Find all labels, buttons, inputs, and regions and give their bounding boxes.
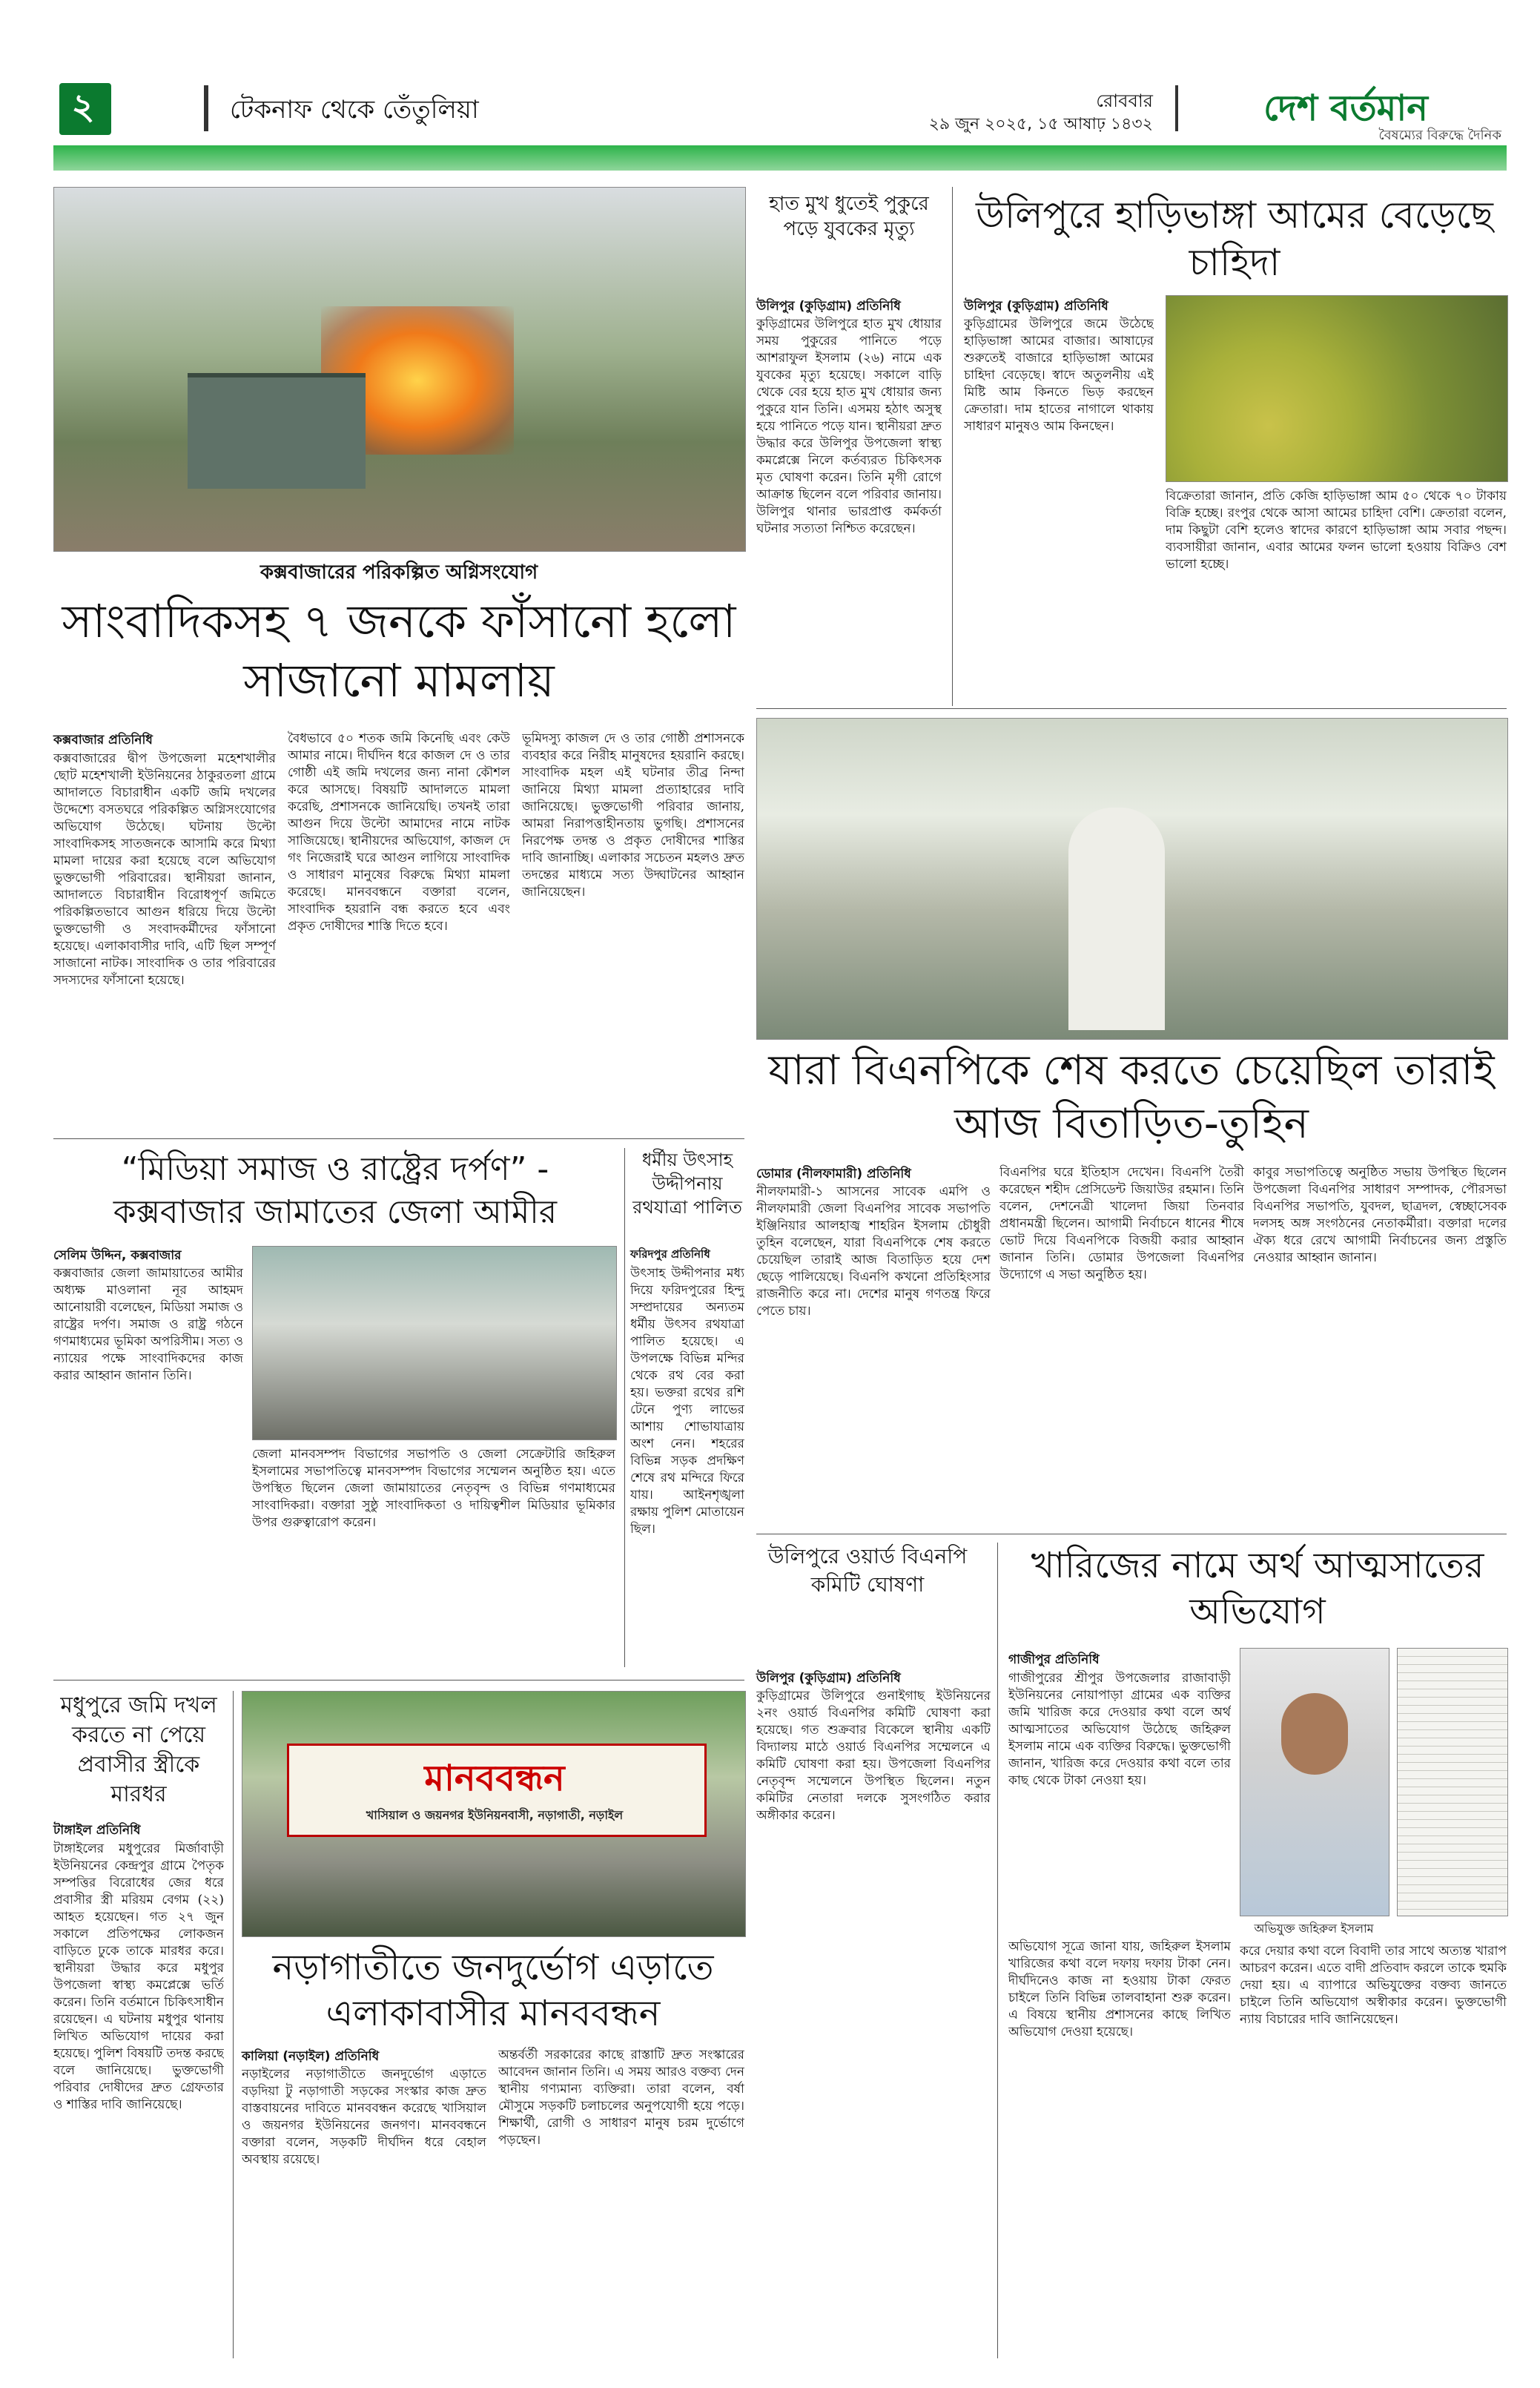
- ward-body: কুড়িগ্রামের উলিপুরে গুনাইগাছ ইউনিয়নের ২নং ওয়ার্ড বিএনপির কমিটি ঘোষণা করা হয়েছে। গত শুক্রবার বিকেলে স্থানীয় একটি বিদ্যালয় মাঠে ওয়ার্ড বিএনপির সম্মেলনে এ কমিটি ঘোষণা করা হয়। উপজেলা বিএনপির নেতৃবৃন্দ সম্মেলনে উপস্থিত ছিলেন। নতুন কমিটির নেতারা দলকে সুসংগঠিত করার অঙ্গীকার করেন।: [756, 1689, 991, 1823]
- drowning-headline: হাত মুখ ধুতেই পুকুরে পড়ে যুবকের মৃত্যু: [769, 193, 929, 240]
- protest-banner-subtitle: খাসিয়াল ও জয়নগর ইউনিয়নবাসী, নড়াগাতী, নড়াইল: [366, 1808, 624, 1822]
- section-rule: [756, 708, 1507, 709]
- issue-date: ২৯ জুন ২০২৫, ১৫ আষাঢ় ১৪৩২: [928, 115, 1153, 133]
- protest-banner-title: মানববন্ধন: [424, 1758, 565, 1799]
- kharij-body3: করে দেয়ার কথা বলে বিবাদী তার সাথে অত্যন্ত খারাপ আচরণ করেন। এতে বাদী প্রতিবাদ করলে তাকে হুমকি দেয়া হয়। এ ব্যাপারে অভিযুক্তের বক্তব্য জানতে চাইলে তিনি অভিযোগ অস্বীকার করেন। ভুক্তভোগী ন্যায় বিচারের দাবি জানিয়েছেন।: [1240, 1944, 1507, 2027]
- mango-photo: [1166, 295, 1508, 482]
- fire-photo: [53, 187, 746, 552]
- naragati-col2: অন্তর্বর্তী সরকারের কাছে রাস্তাটি দ্রুত সংস্কারের আবেদন জানান তিনি। এ সময় আরও বক্তব্য দেন স্থানীয় গণ্যমান্য ব্যক্তিরা। তারা বলেন, বর্ষা মৌসুমে সড়কটি চলাচলের অনুপযোগী হয়ে পড়ে। শিক্ষার্থী, রোগী ও সাধারণ মানুষ চরম দুর্ভোগে পড়ছেন।: [498, 2048, 744, 2148]
- protest-photo: [242, 1691, 746, 1937]
- media-byline: সেলিম উদ্দিন, কক্সবাজার: [53, 1248, 182, 1263]
- kharij-headline: খারিজের নামে অর্থ আত্মসাতের অভিযোগ: [1031, 1545, 1484, 1632]
- drowning-byline: উলিপুর (কুড়িগ্রাম) প্রতিনিধি: [756, 299, 901, 314]
- masthead-accent-bar: [53, 145, 1507, 171]
- meeting-photo: [252, 1246, 617, 1440]
- naragati-headline: নড়াগাতীতে জনদুর্ভোগ এড়াতে এলাকাবাসীর মানববন্ধন: [272, 1947, 714, 2034]
- accused-photo: [1240, 1648, 1389, 1916]
- column-rule: [233, 1691, 234, 2358]
- arson-col2: বৈধভাবে ৫০ শতক জমি কিনেছি এবং কেউ আমার নামে। দীর্ঘদিন ধরে কাজল দে ও তার গোষ্ঠী এই জমি দখলের জন্য নানা কৌশল করে আসছে। বিষয়টি আদালতে মামলা করেছি, প্রশাসনকে জানিয়েছি। তখনই তারা আগুন দিয়ে উল্টো আমাদের নামে নাটক সাজিয়েছে। স্থানীয়দের অভিযোগ, কাজল দে গং নিজেরাই ঘরে আগুন লাগিয়ে সাংবাদিক ও সাধারণ মানুষের বিরুদ্ধে মিথ্যা মামলা করেছে। মানববন্ধনে বক্তারা বলেন, সাংবাদিক হয়রানি বন্ধ করতে হবে এবং প্রকৃত দোষীদের শাস্তি দিতে হবে।: [288, 731, 510, 934]
- accused-face: [1281, 1693, 1348, 1775]
- media-headline: “মিডিয়া সমাজ ও রাষ্ট্রের দর্পণ” - কক্সবাজার জামাতের জেলা আমীর: [113, 1150, 558, 1231]
- column-rule: [624, 1148, 625, 1667]
- page-number: ২: [71, 86, 95, 128]
- speaker-figure: [1068, 808, 1165, 1030]
- kharij-body2: অভিযোগ সূত্রে জানা যায়, জহিরুল ইসলাম খারিজের কথা বলে দফায় দফায় টাকা নেন। দীর্ঘদিনেও কাজ না হওয়ায় টাকা ফেরত চাইলে তিনি বিভিন্ন তালবাহানা শুরু করেন। এ বিষয়ে স্থানীয় প্রশাসনের কাছে লিখিত অভিযোগ দেওয়া হয়েছে।: [1008, 1939, 1231, 2039]
- accused-caption: অভিযুক্ত জহিরুল ইসলাম: [1254, 1922, 1374, 1936]
- naragati-col1: নড়াইলের নড়াগাতীতে জনদুর্ভোগ এড়াতে বড়দিয়া টু নড়াগাতী সড়কের সংস্কার কাজ দ্রুত বাস্তবায়নের দাবিতে মানববন্ধন করেছে খাসিয়াল ও জয়নগর ইউনিয়নের জনগণ। মানববন্ধনে বক্তারা বলেন, সড়কটি দীর্ঘদিন ধরে বেহাল অবস্থায় রয়েছে।: [242, 2067, 486, 2167]
- column-rule: [952, 187, 953, 706]
- media-body1: কক্সবাজার জেলা জামায়াতের আমীর অধ্যক্ষ মাওলানা নূর আহমদ আনোয়ারী বলেছেন, মিডিয়া সমাজ ও রাষ্ট্রের দর্পণ। সমাজ ও রাষ্ট্র গঠনে গণমাধ্যমের ভূমিকা অপরিসীম। সত্য ও ন্যায়ের পক্ষে সাংবাদিকদের কাজ করার আহ্বান জানান তিনি।: [53, 1266, 243, 1383]
- bnp-byline: ডোমার (নীলফামারী) প্রতিনিধি: [756, 1167, 911, 1181]
- section-title: টেকনাফ থেকে তেঁতুলিয়া: [230, 95, 479, 125]
- ward-headline: উলিপুরে ওয়ার্ড বিএনপি কমিটি ঘোষণা: [767, 1544, 968, 1597]
- rally-photo: [756, 718, 1508, 1040]
- naragati-byline: কালিয়া (নড়াইল) প্রতিনিধি: [242, 2049, 380, 2064]
- bnp-headline: যারা বিএনপিকে শেষ করতে চেয়েছিল তারাই আজ বিতাড়িত-তুহিন: [768, 1046, 1495, 1148]
- mango-headline: উলিপুরে হাড়িভাঙ্গা আমের বেড়েছে চাহিদা: [976, 194, 1493, 284]
- bnp-col1: নীলফামারী-১ আসনের সাবেক এমপি ও নীলফামারী জেলা বিএনপির সাবেক সভাপতি ইঞ্জিনিয়ার আলহাজ্ব শাহরিন ইসলাম চৌধুরী তুহিন বলেছেন, যারা বিএনপিকে শেষ করতে চেয়েছিল তারাই আজ বিতাড়িত হয়ে দেশ ছেড়ে পালিয়েছে। বিএনপি কখনো প্রতিহিংসার রাজনীতি করে না। দেশের মানুষ গণতন্ত্র ফিরে পেতে চায়।: [756, 1184, 991, 1319]
- arson-byline: কক্সবাজার প্রতিনিধি: [53, 733, 153, 748]
- column-rule: [997, 1543, 998, 2358]
- masthead-divider-right: [1175, 85, 1178, 131]
- ward-byline: উলিপুর (কুড়িগ্রাম) প্রতিনিধি: [756, 1671, 901, 1686]
- media-body2: জেলা মানবসম্পদ বিভাগের সভাপতি ও জেলা সেক্রেটারি জহিরুল ইসলামের সভাপতিত্বে মানবসম্পদ বিভাগের সম্মেলন অনুষ্ঠিত হয়। এতে উপস্থিত ছিলেন জেলা জামায়াতের নেতৃবৃন্দ ও বিভিন্ন গণমাধ্যমের সাংবাদিকরা। বক্তারা সুষ্ঠু সাংবাদিকতা ও দায়িত্বশীল মিডিয়ার ভূমিকার উপর গুরুত্বারোপ করেন।: [252, 1447, 615, 1530]
- kharij-body1: গাজীপুরের শ্রীপুর উপজেলার রাজাবাড়ী ইউনিয়নের নোয়াপাড়া গ্রামের এক ব্যক্তির জমি খারিজ করে দেওয়ার কথা বলে অর্থ আত্মসাতের অভিযোগ উঠেছে জহিরুল ইসলাম নামে এক ব্যক্তির বিরুদ্ধে। ভুক্তভোগী জানান, খারিজ করে দেওয়ার কথা বলে তার কাছ থেকে টাকা নেওয়া হয়।: [1008, 1671, 1231, 1788]
- issue-day: রোববার: [1096, 90, 1153, 111]
- paper-tagline: বৈষম্যের বিরুদ্ধে দৈনিক: [1378, 128, 1501, 143]
- mango-body1: কুড়িগ্রামের উলিপুরে জমে উঠেছে হাড়িভাঙ্গা আমের বাজার। আষাঢ়ের শুরুতেই বাজারে হাড়িভাঙ্গা আমের চাহিদা বেড়েছে। স্বাদে অতুলনীয় এই মিষ্টি আম কিনতে ভিড় করছেন ক্রেতারা। দাম হাতের নাগালে থাকায় সাধারণ মানুষও আম কিনছেন।: [964, 317, 1154, 434]
- mango-byline: উলিপুর (কুড়িগ্রাম) প্রতিনিধি: [964, 299, 1108, 314]
- arson-kicker: কক্সবাজারের পরিকল্পিত অগ্নিসংযোগ: [260, 561, 538, 584]
- paper-logo: দেশ বর্তমান: [1263, 88, 1428, 129]
- arson-col3: ভূমিদস্যু কাজল দে ও তার গোষ্ঠী প্রশাসনকে ব্যবহার করে নিরীহ মানুষদের হয়রানি করছে। সাংবাদিক মহল এই ঘটনার তীব্র নিন্দা জানিয়ে মিথ্যা মামলা প্রত্যাহারের দাবি জানিয়েছে। ভুক্তভোগী পরিবার জানায়, আমরা নিরাপত্তাহীনতায় ভুগছি। প্রশাসনের নিরপেক্ষ তদন্ত ও প্রকৃত দোষীদের শাস্তির দাবি জানাচ্ছি। এলাকার সচেতন মহলও দ্রুত তদন্তের মাধ্যমে সত্য উদ্ঘাটনের আহ্বান জানিয়েছেন।: [522, 731, 744, 900]
- masthead: [0, 0, 1540, 178]
- masthead-divider: [204, 85, 208, 131]
- rath-byline: ফরিদপুর প্রতিনিধি: [630, 1247, 710, 1261]
- rath-body: উৎসাহ উদ্দীপনার মধ্য দিয়ে ফরিদপুরের হিন্দু সম্প্রদায়ের অন্যতম ধর্মীয় উৎসব রথযাত্রা পালিত হয়েছে। এ উপলক্ষে বিভিন্ন মন্দির থেকে রথ বের করা হয়। ভক্তরা রথের রশি টেনে পুণ্য লাভের আশায় শোভাযাত্রায় অংশ নেন। শহরের বিভিন্ন সড়ক প্রদক্ষিণ শেষে রথ মন্দিরে ফিরে যায়। আইনশৃঙ্খলা রক্ষায় পুলিশ মোতায়েন ছিল।: [630, 1266, 744, 1537]
- madhupur-body: টাঙ্গাইলের মধুপুরের মির্জাবাড়ী ইউনিয়নের কেন্দ্রপুর গ্রামে পৈতৃক সম্পত্তির বিরোধের জের ধরে প্রবাসীর স্ত্রী মরিয়ম বেগম (২২) আহত হয়েছেন। গত ২৭ জুন সকালে প্রতিপক্ষের লোকজন বাড়িতে ঢুকে তাকে মারধর করে। স্থানীয়রা উদ্ধার করে মধুপুর উপজেলা স্বাস্থ্য কমপ্লেক্সে ভর্তি করেন। তিনি বর্তমানে চিকিৎসাধীন রয়েছেন। এ ঘটনায় মধুপুর থানায় লিখিত অভিযোগ দায়ের করা হয়েছে। পুলিশ বিষয়টি তদন্ত করছে বলে জানিয়েছে। ভুক্তভোগী পরিবার দোষীদের দ্রুত গ্রেফতার ও শাস্তির দাবি জানিয়েছে।: [53, 1841, 224, 2112]
- madhupur-headline: মধুপুরে জমি দখল করতে না পেয়ে প্রবাসীর স্ত্রীকে মারধর: [60, 1692, 217, 1807]
- section-rule-left: [53, 1138, 744, 1139]
- document-photo: [1397, 1648, 1508, 1916]
- kharij-byline: গাজীপুর প্রতিনিধি: [1008, 1652, 1100, 1667]
- rath-headline: ধর্মীয় উৎসাহ উদ্দীপনায় রথযাত্রা পালিত: [632, 1150, 742, 1218]
- bnp-col2: বিএনপির ঘরে ইতিহাস দেখেন। বিএনপি তৈরী করেছেন শহীদ প্রেসিডেন্ট জিয়াউর রহমান। তিনি বলেন, দেশনেত্রী খালেদা জিয়া তিনবার প্রধানমন্ত্রী ছিলেন। আগামী নির্বাচনে ধানের শীষে ভোট দিয়ে বিএনপিকে বিজয়ী করার আহ্বান জানান তিনি। ডোমার উপজেলা বিএনপির উদ্যোগে এ সভা অনুষ্ঠিত হয়।: [999, 1165, 1244, 1282]
- mango-body2: বিক্রেতারা জানান, প্রতি কেজি হাড়িভাঙ্গা আম ৫০ থেকে ৭০ টাকায় বিক্রি হচ্ছে। রংপুর থেকে আসা আমের চাহিদা বেশি। ক্রেতারা বলেন, দাম কিছুটা বেশি হলেও স্বাদের কারণে হাড়িভাঙ্গা আম সবার পছন্দ। ব্যবসায়ীরা জানান, এবার আমের ফলন ভালো হওয়ায় বিক্রিও বেশ ভালো হচ্ছে।: [1166, 489, 1507, 572]
- drowning-body: কুড়িগ্রামের উলিপুরে হাত মুখ ধোয়ার সময় পুকুরের পানিতে পড়ে আশরাফুল ইসলাম (২৬) নামে এক যুবকের মৃত্যু হয়েছে। সকালে বাড়ি থেকে বের হয়ে হাত মুখ ধোয়ার জন্য পুকুরে যান তিনি। এসময় হঠাৎ অসুস্থ হয়ে পানিতে পড়ে যান। স্থানীয়রা দ্রুত উদ্ধার করে উলিপুর উপজেলা স্বাস্থ্য কমপ্লেক্সে নিলে কর্তব্যরত চিকিৎসক মৃত ঘোষণা করেন। তিনি মৃগী রোগে আক্রান্ত ছিলেন বলে পরিবার জানায়। উলিপুর থানার ভারপ্রাপ্ত কর্মকর্তা ঘটনার সত্যতা নিশ্চিত করেছেন।: [756, 317, 942, 536]
- arson-col1: কক্সবাজারের দ্বীপ উপজেলা মহেশখালীর ছোট মহেশখালী ইউনিয়নের ঠাকুরতলা গ্রামে আদালতে বিচারাধীন একটি জমি দখলের উদ্দেশ্যে বসতঘরে পরিকল্পিত অগ্নিসংযোগের অভিযোগ উঠেছে। ঘটনায় উল্টো সাংবাদিকসহ সাতজনকে আসামি করে মিথ্যা মামলা দায়ের করা হয়েছে বলে অভিযোগ ভুক্তভোগী পরিবারের। স্থানীয়রা জানান, আদালতে বিচারাধীন বিরোধপূর্ণ জমিতে পরিকল্পিতভাবে আগুন ধরিয়ে দিয়ে উল্টো ভুক্তভোগী ও সংবাদকর্মীদের ফাঁসানো হয়েছে। এলাকাবাসীর দাবি, এটি ছিল সম্পূর্ণ সাজানো নাটক। সাংবাদিক ও তার পরিবারের সদস্যদের ফাঁসানো হয়েছে।: [53, 751, 276, 988]
- madhupur-byline: টাঙ্গাইল প্রতিনিধি: [53, 1823, 141, 1838]
- hut: [188, 373, 366, 489]
- bnp-col3: কাবুর সভাপতিত্বে অনুষ্ঠিত সভায় উপস্থিত ছিলেন উপজেলা বিএনপির সাধারণ সম্পাদক, পৌরসভা বিএনপির সভাপতি, যুবদল, ছাত্রদল, স্বেচ্ছাসেবক দলসহ অঙ্গ সংগঠনের নেতাকর্মীরা। বক্তারা দলের ঐক্য ধরে রেখে আগামী নির্বাচনের জন্য প্রস্তুতি নেওয়ার আহ্বান জানান।: [1253, 1165, 1507, 1265]
- arson-headline: সাংবাদিকসহ ৭ জনকে ফাঁসানো হলো সাজানো মামলায়: [62, 594, 736, 708]
